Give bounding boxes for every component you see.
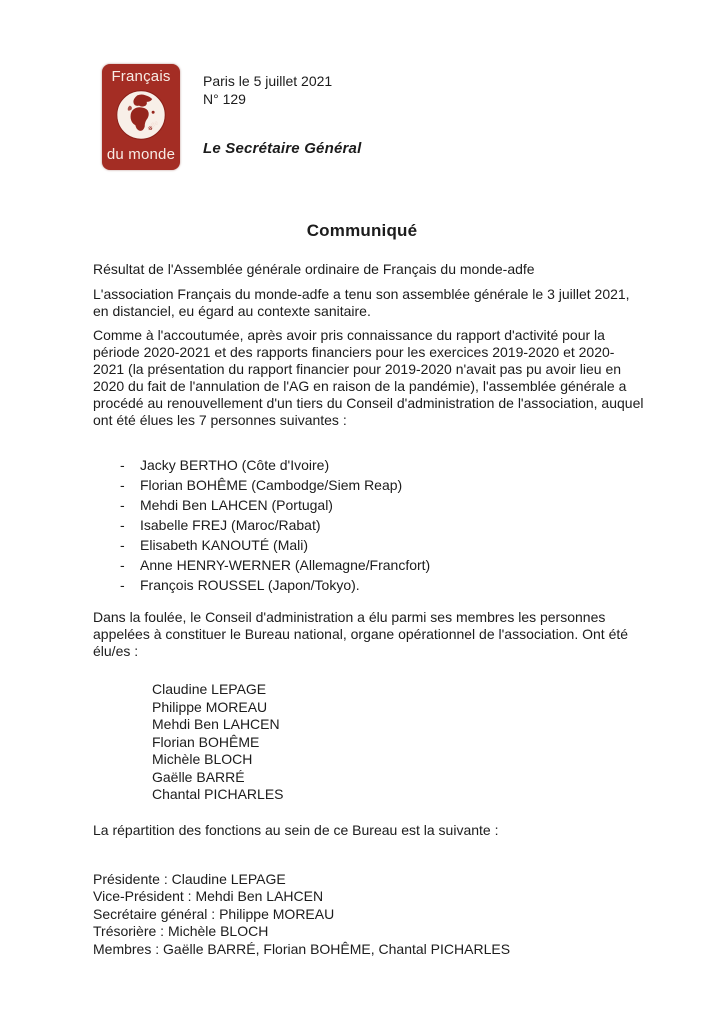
bureau-role-item: Présidente : Claudine LEPAGE <box>93 870 286 887</box>
globe-icon <box>113 87 169 143</box>
elected-member-item: - François ROUSSEL (Japon/Tokyo). <box>120 575 645 595</box>
elected-member-item: - Mehdi Ben LAHCEN (Portugal) <box>120 495 645 515</box>
bureau-member-item: Gaëlle BARRÉ <box>152 768 245 785</box>
bureau-role-item: Trésorière : Michèle BLOCH <box>93 923 269 939</box>
bureau-member-item: Florian BOHÊME <box>152 733 260 750</box>
paragraph-bureau-election: Dans la foulée, le Conseil d'administration a élu parmi ses membres les personnes appelées à constituer le Bureau national, organe opérationnel de l'association. Ont été élu/es : <box>93 609 629 659</box>
bureau-members-list <box>93 681 645 804</box>
francais-du-monde-logo <box>102 64 180 170</box>
bureau-member-item: Mehdi Ben LAHCEN <box>152 716 280 732</box>
bureau-member-item: Michèle BLOCH <box>152 751 253 767</box>
letter-header-meta <box>203 72 332 108</box>
bureau-member-item: Chantal PICHARLES <box>152 786 284 802</box>
paragraph-renewal: Comme à l'accoutumée, après avoir pris connaissance du rapport d'activité pour la période 2020-2021 et des rapports financiers pour les exercices 2019-2020 et 2020-2021 (la présentation du rapport financier pour 2019-2020 n'avait pas pu avoir lieu en 2020 du fait de l'annulation de l'AG en raison de la pandémie), l'assemblée générale a procédé au renouvellement d'un tiers du Conseil d'administration de l'association, auquel ont été élues les 7 personnes suivantes : <box>93 327 644 428</box>
elected-member-item: - Jacky BERTHO (Côte d'Ivoire) <box>120 455 645 475</box>
bureau-role-item: Secrétaire général : Philippe MOREAU <box>93 905 335 922</box>
letter-ref-number: N° 129 <box>203 91 246 107</box>
letter-body <box>93 261 645 958</box>
letter-date: Paris le 5 juillet 2021 <box>203 73 333 89</box>
bureau-member-item: Philippe MOREAU <box>152 698 268 715</box>
elected-member-item: - Florian BOHÊME (Cambodge/Siem Reap) <box>120 475 645 495</box>
elected-member-item: - Anne HENRY-WERNER (Allemagne/Francfort) <box>120 555 645 575</box>
bureau-role-item: Membres : Gaëlle BARRÉ, Florian BOHÊME, Chantal PICHARLES <box>93 940 511 957</box>
bureau-member-item: Claudine LEPAGE <box>152 681 267 697</box>
bureau-roles-list <box>93 871 645 959</box>
logo-text-bottom: du monde <box>106 146 176 163</box>
elected-members-list <box>93 455 645 595</box>
logo-text-top: Français <box>111 68 171 85</box>
paragraph-ag-held: L'association Français du monde-adfe a tenu son assemblée générale le 3 juillet 2021, en distanciel, eu égard au contexte sanitaire. <box>93 286 630 319</box>
paragraph-roles-intro: La répartition des fonctions au sein de ce Bureau est la suivante : <box>93 821 499 838</box>
elected-member-item: - Elisabeth KANOUTÉ (Mali) <box>120 535 645 555</box>
signatory-title: Le Secrétaire Général <box>203 140 362 157</box>
paragraph-result: Résultat de l'Assemblée générale ordinaire de Français du monde-adfe <box>93 261 535 277</box>
globe-adfe-label: adfe <box>145 119 161 133</box>
bureau-role-item: Vice-Président : Mehdi Ben LAHCEN <box>93 888 324 904</box>
elected-member-item: - Isabelle FREJ (Maroc/Rabat) <box>120 515 645 535</box>
document-title: Communiqué <box>306 221 418 240</box>
